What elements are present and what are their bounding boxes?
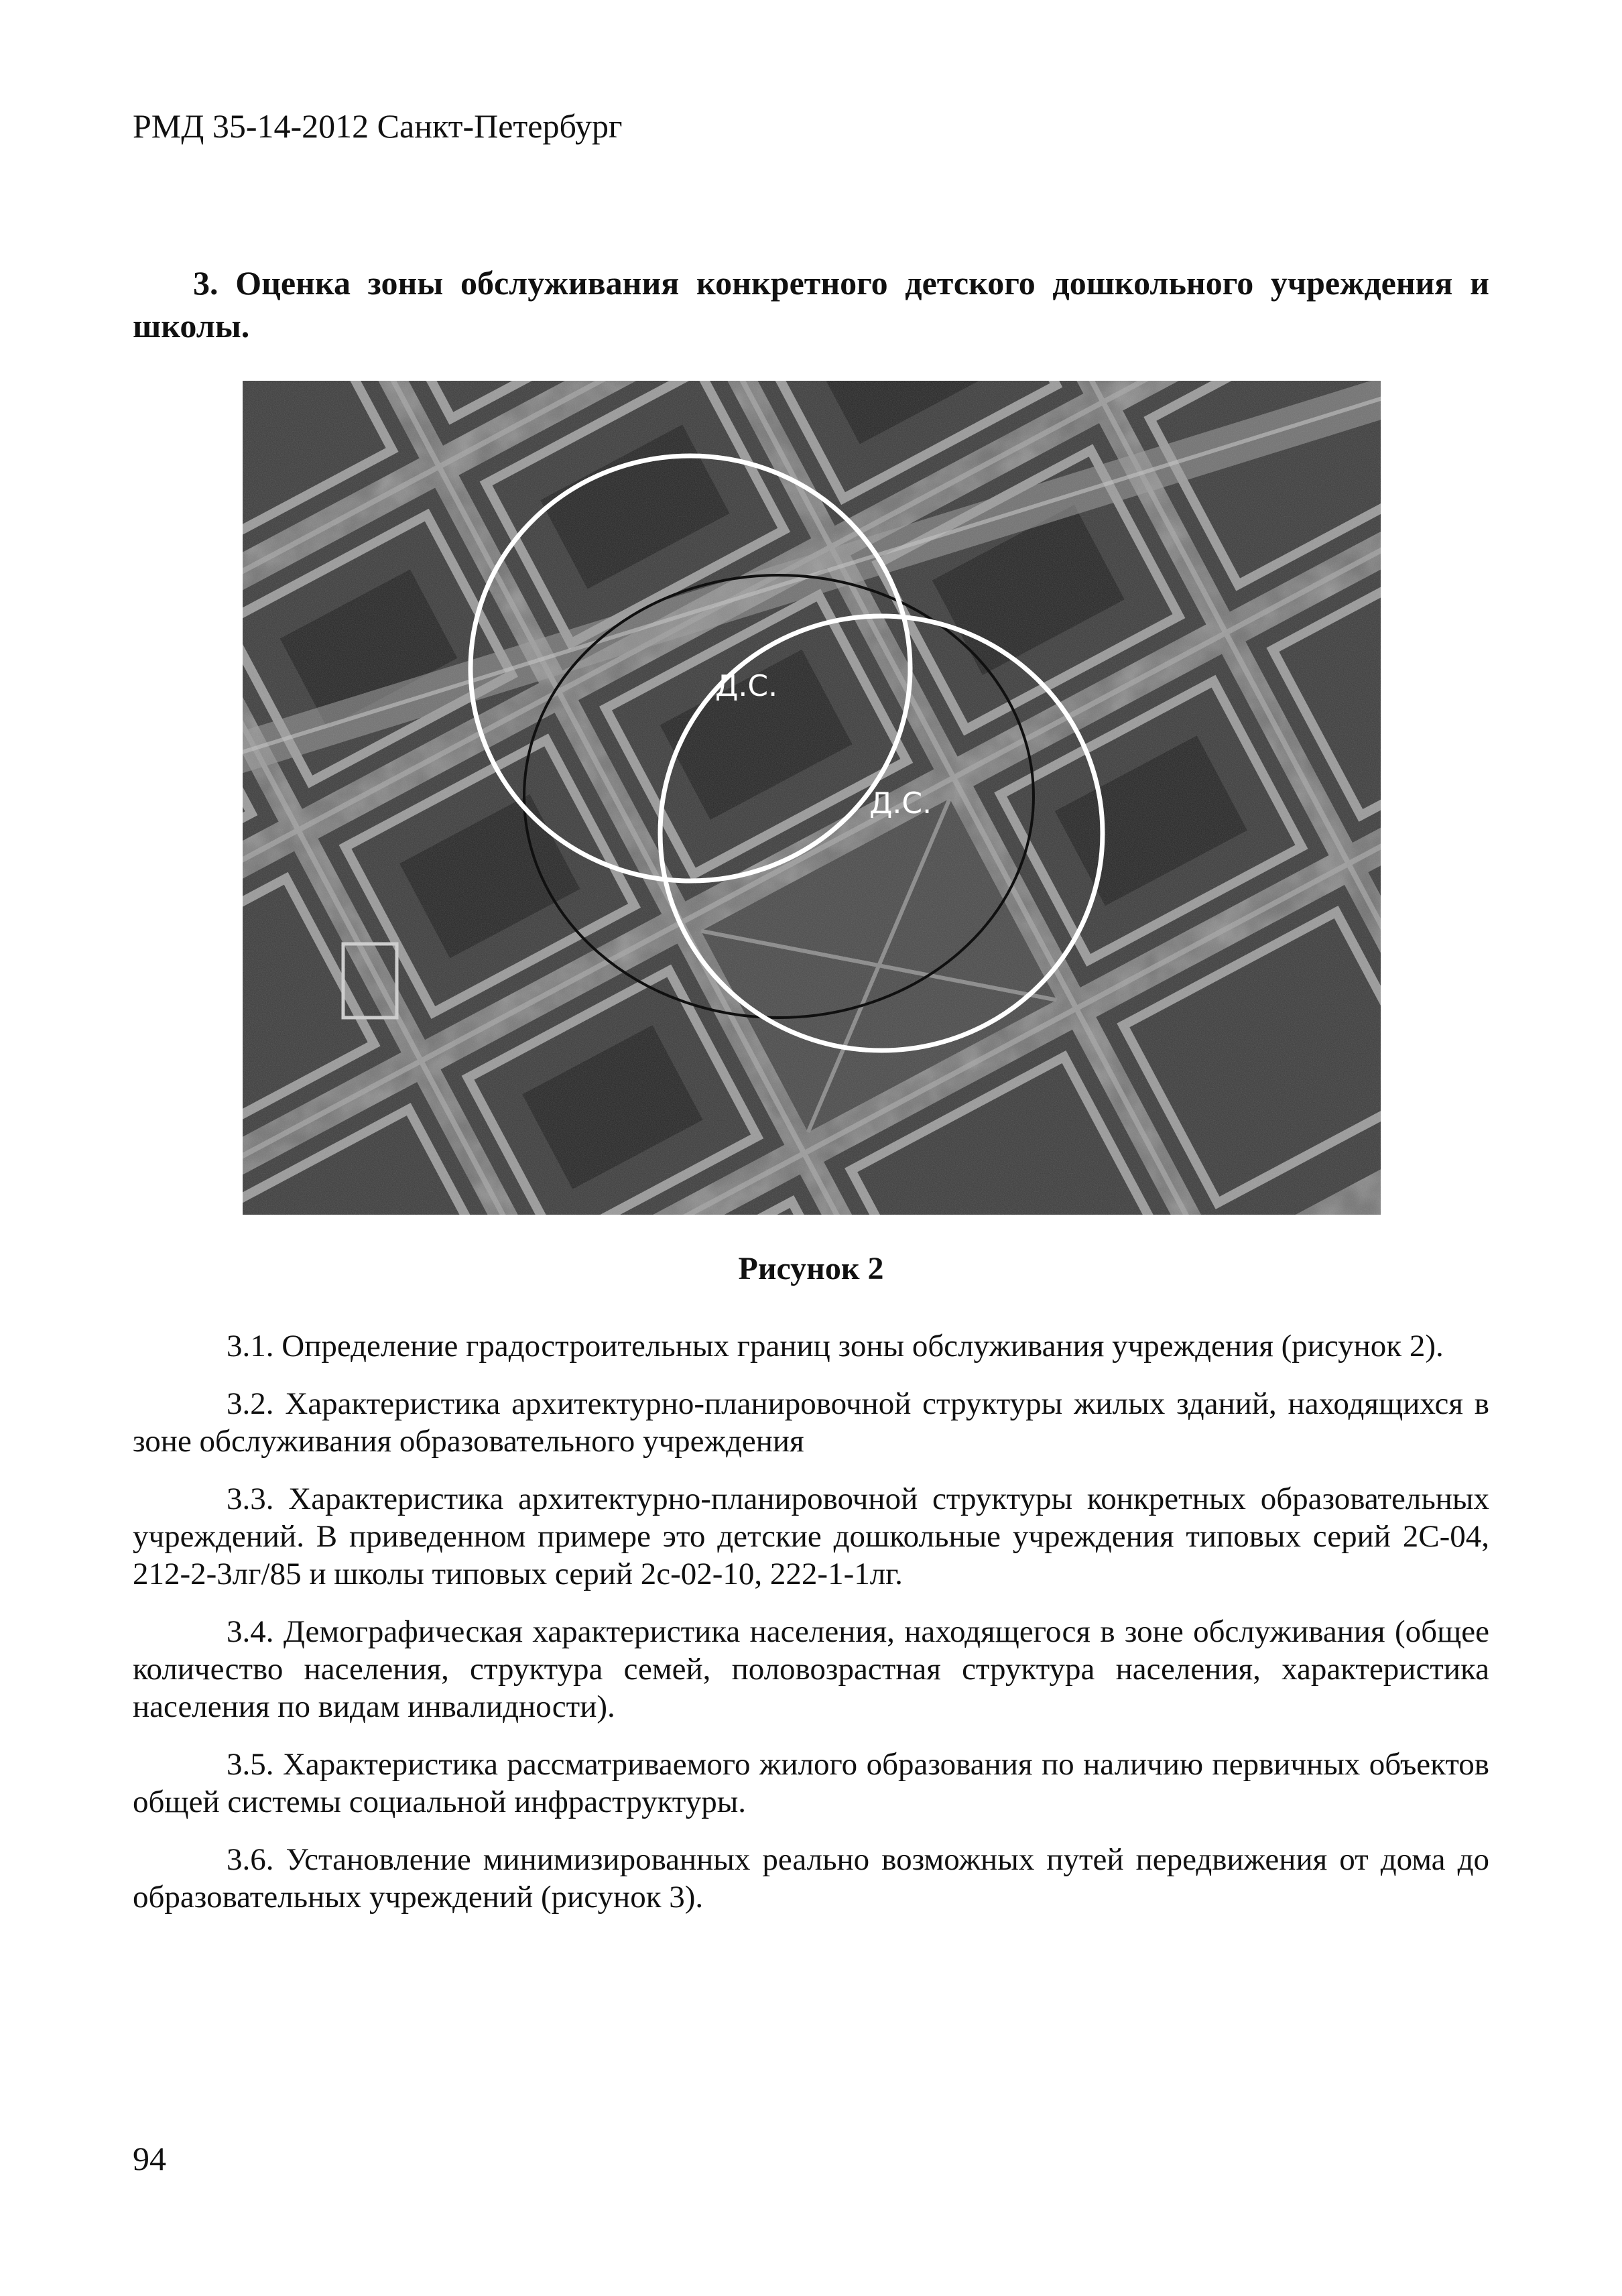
section-heading: 3. Оценка зоны обслуживания конкретного детского дошкольного учреждения и школы. [133, 264, 1489, 345]
running-title: РМД 35-14-2012 Санкт-Петербург [133, 107, 623, 145]
aerial-photo [243, 381, 1381, 1215]
body-text [133, 1327, 1489, 1936]
paragraph-3-2: 3.2. Характеристика архитектурно-планировочной структуры жилых зданий, находящихся в зоне обслуживания образовательного учреждения [133, 1386, 1489, 1459]
figure-caption: Рисунок 2 [738, 1251, 884, 1286]
paragraph-3-5: 3.5. Характеристика рассматриваемого жилого образования по наличию первичных объектов общей системы социальной инфраструктуры. [133, 1747, 1489, 1819]
kindergarten-label-1: Д.С. [715, 669, 778, 703]
page-number: 94 [133, 2140, 166, 2177]
paragraph-3-1: 3.1. Определение градостроительных границ зоны обслуживания учреждения (рисунок 2). [227, 1329, 1444, 1364]
paragraph-3-4: 3.4. Демографическая характеристика населения, находящегося в зоне обслуживания (общее количество населения, структура семей, половозрастная структура населения, характеристика населения по видам инвалидности). [133, 1614, 1489, 1724]
aerial-photo-figure [243, 381, 1381, 1215]
paragraph-3-6: 3.6. Установление минимизированных реально возможных путей передвижения от дома до образовательных учреждений (рисунок 3). [133, 1842, 1489, 1915]
paragraph-3-3: 3.3. Характеристика архитектурно-планировочной структуры конкретных образовательных учреждений. В приведенном примере это детские дошкольные учреждения типовых серий 2С-04, 212-2-3лг/85 и школы типовых серий 2с-02-10, 222-1-1лг. [133, 1482, 1489, 1591]
kindergarten-label-2: Д.С. [869, 786, 932, 821]
